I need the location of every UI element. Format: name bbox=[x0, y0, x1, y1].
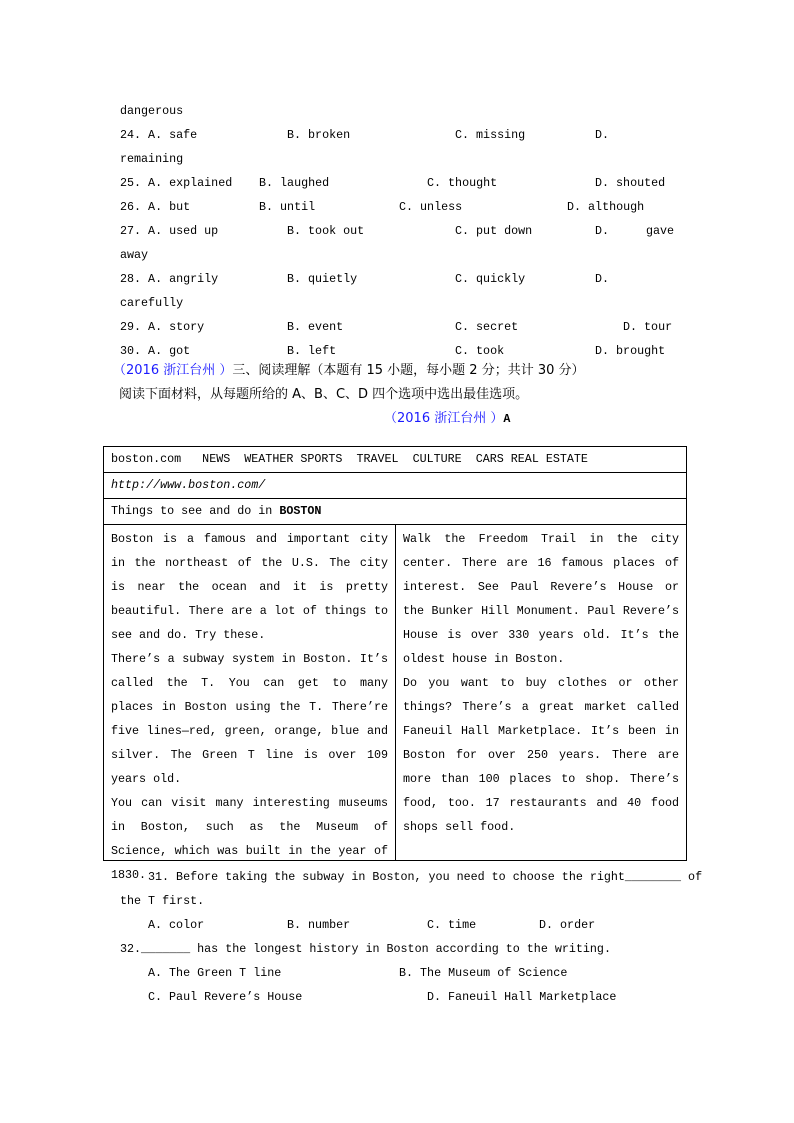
paragraph: Boston is a famous and important city in the northeast of the U.S. The city is near the ocean and it is pretty beautiful. There are a lot of things to see and do. Try these. bbox=[111, 532, 388, 642]
q31-option-b: B. number bbox=[287, 918, 351, 932]
table-heading-bold: BOSTON bbox=[279, 504, 322, 518]
q31-option-d: D. order bbox=[539, 918, 596, 932]
q31-option-c: C. time bbox=[427, 918, 477, 932]
q30-option-d: D. brought bbox=[595, 344, 666, 358]
q24-option-c: C. missing bbox=[455, 128, 526, 142]
section-title: 三、阅读理解（本题有 15 小题，每小题 2 分；共计 30 分） bbox=[232, 363, 585, 378]
q27-option-d-word: gave bbox=[646, 224, 675, 238]
q26-option-d: D. although bbox=[567, 200, 645, 214]
table-heading: Things to see and do in bbox=[111, 504, 280, 518]
q24-option-d: D. bbox=[595, 128, 610, 142]
right-column bbox=[395, 525, 686, 860]
q32-option-a: A. The Green T line bbox=[148, 966, 282, 980]
q27-option-d-text: away bbox=[120, 248, 149, 262]
table-heading-row bbox=[104, 499, 686, 525]
passage-source: （2016 浙江台州 ） bbox=[384, 411, 504, 426]
passage-label: A bbox=[503, 412, 511, 426]
q26-option-b: B. until bbox=[259, 200, 316, 214]
q32-option-d: D. Faneuil Hall Marketplace bbox=[427, 990, 617, 1004]
section-header bbox=[113, 364, 585, 378]
section-source: （2016 浙江台州 ） bbox=[113, 363, 233, 378]
q29-option-a: 29. A. story bbox=[120, 320, 205, 334]
left-column bbox=[104, 525, 395, 882]
q27-option-a: 27. A. used up bbox=[120, 224, 219, 238]
passage-header bbox=[384, 412, 510, 426]
q26-option-a: 26. A. but bbox=[120, 200, 191, 214]
q25-option-a: 25. A. explained bbox=[120, 176, 233, 190]
paragraph: You can visit many interesting museums in Boston, such as the Museum of Science, which was built in the year of 1830. bbox=[111, 796, 388, 882]
site-url-row: http://www.boston.com/ bbox=[104, 473, 686, 499]
q28-option-c: C. quickly bbox=[455, 272, 526, 286]
q24-option-d-text: remaining bbox=[120, 152, 184, 166]
q30-option-c: C. took bbox=[455, 344, 505, 358]
q32-option-c: C. Paul Revere’s House bbox=[148, 990, 303, 1004]
q27-option-c: C. put down bbox=[455, 224, 533, 238]
q24-option-b: B. broken bbox=[287, 128, 351, 142]
paragraph: Walk the Freedom Trail in the city center. There are 16 famous places of interest. See Paul Revere’s House or the Bunker Hill Monument. Paul Revere’s House is over 330 years old. It’s the oldest house in Boston. bbox=[403, 532, 679, 666]
q28-option-d-text: carefully bbox=[120, 296, 184, 310]
paragraph: Do you want to buy clothes or other things? There’s a great market called Faneuil Hall Marketplace. It’s been in Boston for over 250 years. There are more than 100 places to shop. There’s food, too. 17 restaurants and 40 food shops sell food. bbox=[403, 676, 679, 834]
q25-option-c: C. thought bbox=[427, 176, 498, 190]
q28-option-a: 28. A. angrily bbox=[120, 272, 219, 286]
q31-option-a: A. color bbox=[148, 918, 205, 932]
site-nav-row: boston.com NEWS WEATHER SPORTS TRAVEL CULTURE CARS REAL ESTATE bbox=[104, 447, 686, 473]
paragraph: There’s a subway system in Boston. It’s called the T. You can get to many places in Boston using the T. There’re five lines—red, green, orange, blue and silver. The Green T line is over 109 years old. bbox=[111, 652, 388, 786]
q26-option-c: C. unless bbox=[399, 200, 463, 214]
q30-option-a: 30. A. got bbox=[120, 344, 191, 358]
q29-option-c: C. secret bbox=[455, 320, 519, 334]
q24-option-a: 24. A. safe bbox=[120, 128, 198, 142]
q27-option-b: B. took out bbox=[287, 224, 365, 238]
q25-option-d: D. shouted bbox=[595, 176, 666, 190]
q32-stem: 32._______ has the longest history in Boston according to the writing. bbox=[120, 942, 611, 956]
q28-option-b: B. quietly bbox=[287, 272, 358, 286]
q28-option-d: D. bbox=[595, 272, 610, 286]
section-instruction: 阅读下面材料，从每题所给的 A、B、C、D 四个选项中选出最佳选项。 bbox=[119, 387, 529, 402]
q25-option-b: B. laughed bbox=[259, 176, 330, 190]
q23-option-text: dangerous bbox=[120, 104, 184, 118]
q30-option-b: B. left bbox=[287, 344, 337, 358]
q32-option-b: B. The Museum of Science bbox=[399, 966, 568, 980]
q29-option-b: B. event bbox=[287, 320, 344, 334]
q31-stem: 31. Before taking the subway in Boston, you need to choose the right________ of bbox=[148, 870, 703, 884]
q31-stem-cont: the T first. bbox=[120, 894, 205, 908]
q27-option-d: D. bbox=[595, 224, 610, 238]
q29-option-d: D. tour bbox=[623, 320, 673, 334]
